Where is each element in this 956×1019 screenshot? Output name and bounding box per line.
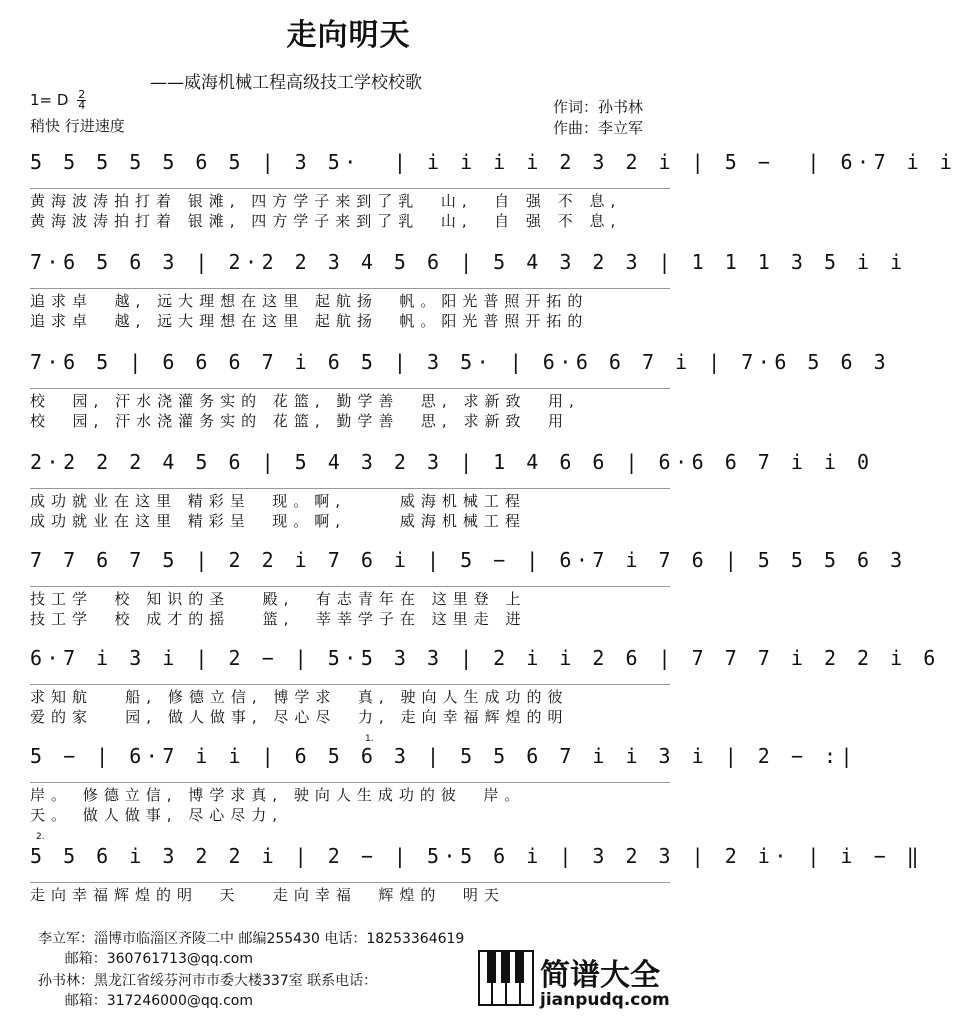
key-label: 1= D: [30, 91, 69, 109]
time-signature: [77, 90, 86, 111]
lyric-verse-1: 成功就业在这里 精彩呈 现。啊, 威海机械工程: [30, 492, 526, 510]
lyric-verse-1: 岸。 修德立信, 博学求真, 驶向人生成功的彼 岸。: [30, 786, 526, 804]
lyric-verse-2: 爱的家 园, 做人做事, 尽心尽 力, 走向幸福辉煌的明: [30, 708, 569, 726]
lyric-verse-1: 技工学 校 知识的圣 殿, 有志青年在 这里登 上: [30, 590, 527, 608]
second-ending-mark: 2.: [36, 832, 45, 842]
lyric-verse-2: 成功就业在这里 精彩呈 现。啊, 威海机械工程: [30, 512, 526, 530]
tempo-marking: 稍快 行进速度: [30, 117, 125, 135]
lyric-verse-2: 黄海波涛拍打着 银滩, 四方学子来到了乳 山, 自 强 不 息,: [30, 212, 622, 230]
lyric-verse-1: 走向幸福辉煌的明 天 走向幸福 辉煌的 明天: [30, 886, 505, 904]
lyricist-credit: 作词：孙书林: [553, 98, 644, 116]
footer-lyricist-email: 邮箱：317246000@qq.com: [38, 993, 253, 1009]
song-subtitle: ——威海机械工程高级技工学校校歌: [150, 73, 422, 93]
composer-credit: 作曲：李立军: [553, 119, 644, 137]
key-signature: [30, 90, 86, 111]
logo-text: 简谱大全: [540, 958, 660, 993]
lyric-verse-1: 追求卓 越, 远大理想在这里 起航扬 帆。阳光普照开拓的: [30, 292, 589, 310]
time-signature-numerator: 2: [78, 88, 86, 101]
notes-line: 5 5 6 i 3 2 2 i | 2 − | 5·5 6 i | 3 2 3 | 2 i· | i − ‖: [30, 844, 670, 883]
footer-lyricist-contact: 孙书林：黑龙江省绥芬河市市委大楼337室 联系电话：: [38, 973, 378, 989]
lyric-verse-2: 技工学 校 成才的摇 篮, 莘莘学子在 这里走 进: [30, 610, 527, 628]
time-signature-denominator: 4: [78, 99, 86, 112]
notes-line: 5 5 5 5 5 6 5 | 3 5· | i i i i 2 3 2 i | 5 − | 6·7 i i: [30, 150, 670, 189]
song-title: 走向明天: [286, 18, 411, 53]
footer-composer-email: 邮箱：360761713@qq.com: [38, 951, 253, 967]
notes-line: 7·6 5 | 6 6 6 7 i 6 5 | 3 5· | 6·6 6 7 i | 7·6 5 6 3: [30, 350, 670, 389]
notes-line: 7·6 5 6 3 | 2·2 2 3 4 5 6 | 5 4 3 2 3 | 1 1 1 3 5 i i: [30, 250, 670, 289]
logo-url: jianpudq.com: [540, 990, 670, 1010]
notes-line: 2·2 2 2 4 5 6 | 5 4 3 2 3 | 1 4 6 6 | 6·6 6 7 i i 0: [30, 450, 670, 489]
lyric-verse-1: 黄海波涛拍打着 银滩, 四方学子来到了乳 山, 自 强 不 息,: [30, 192, 622, 210]
notes-line: 6·7 i 3 i | 2 − | 5·5 3 3 | 2 i i 2 6 | 7 7 7 i 2 2 i 6: [30, 646, 670, 685]
lyric-verse-2: 追求卓 越, 远大理想在这里 起航扬 帆。阳光普照开拓的: [30, 312, 589, 330]
first-ending-mark: 1.: [365, 734, 374, 744]
piano-keys-icon: [478, 950, 534, 1006]
lyric-verse-1: 校 园, 汗水浇灌务实的 花篮, 勤学善 思, 求新致 用,: [30, 392, 580, 410]
lyric-verse-1: 求知航 船, 修德立信, 博学求 真, 驶向人生成功的彼: [30, 688, 569, 706]
notes-line: 7 7 6 7 5 | 2 2 i 7 6 i | 5 − | 6·7 i 7 6 | 5 5 5 6 3: [30, 548, 670, 587]
lyric-verse-2: 天。 做人做事, 尽心尽力,: [30, 806, 284, 824]
notes-line: 5 − | 6·7 i i | 6 5 6 3 | 5 5 6 7 i i 3 i | 2 − :|: [30, 744, 670, 783]
footer-composer-contact: 李立军：淄博市临淄区齐陵二中 邮编255430 电话：18253364619: [38, 931, 465, 947]
site-logo: [478, 950, 698, 1018]
lyric-verse-2: 校 园, 汗水浇灌务实的 花篮, 勤学善 思, 求新致 用: [30, 412, 569, 430]
